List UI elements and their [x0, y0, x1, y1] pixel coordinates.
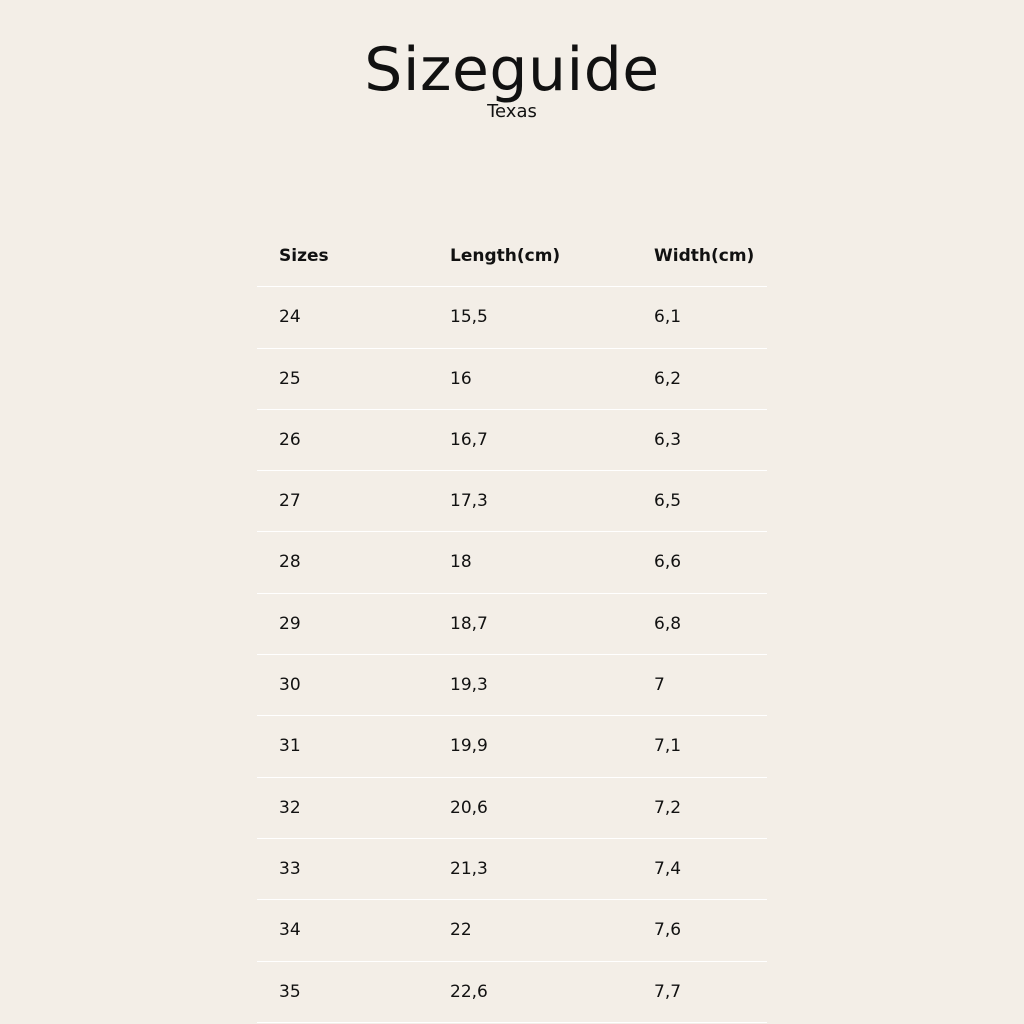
- size-table: [257, 226, 767, 1023]
- page-title: Sizeguide: [364, 35, 660, 106]
- width-cell: 6,2: [654, 368, 682, 389]
- table-row: [257, 287, 767, 348]
- length-cell: 19,3: [450, 675, 488, 696]
- size-cell: 30: [279, 675, 301, 696]
- length-cell: 15,5: [450, 307, 488, 328]
- width-cell: 6,3: [654, 429, 682, 450]
- header-sizes: Sizes: [279, 246, 329, 266]
- size-cell: 25: [279, 368, 301, 389]
- length-cell: 16,7: [450, 429, 488, 450]
- size-cell: 35: [279, 981, 301, 1002]
- page-subtitle: Texas: [487, 101, 537, 122]
- size-cell: 26: [279, 429, 301, 450]
- header-length: Length(cm): [450, 246, 561, 266]
- size-cell: 29: [279, 613, 301, 634]
- width-cell: 6,5: [654, 491, 682, 512]
- length-cell: 17,3: [450, 491, 488, 512]
- table-row: [257, 594, 767, 655]
- length-cell: 22,6: [450, 981, 488, 1002]
- table-row: [257, 839, 767, 900]
- length-cell: 18,7: [450, 613, 488, 634]
- length-cell: 20,6: [450, 797, 488, 818]
- width-cell: 7,7: [654, 981, 682, 1002]
- size-cell: 31: [279, 736, 301, 757]
- width-cell: 7,4: [654, 858, 682, 879]
- table-row: [257, 716, 767, 777]
- size-cell: 27: [279, 491, 301, 512]
- table-row: [257, 900, 767, 961]
- length-cell: 19,9: [450, 736, 488, 757]
- width-cell: 7,2: [654, 797, 682, 818]
- size-cell: 34: [279, 920, 301, 941]
- table-header-row: [257, 226, 767, 287]
- table-row: [257, 349, 767, 410]
- size-cell: 28: [279, 552, 301, 573]
- length-cell: 16: [450, 368, 472, 389]
- size-cell: 24: [279, 307, 301, 328]
- width-cell: 7,6: [654, 920, 682, 941]
- width-cell: 6,6: [654, 552, 682, 573]
- header-width: Width(cm): [654, 246, 755, 266]
- size-cell: 33: [279, 858, 301, 879]
- size-cell: 32: [279, 797, 301, 818]
- table-row: [257, 471, 767, 532]
- width-cell: 7,1: [654, 736, 682, 757]
- table-row: [257, 655, 767, 716]
- length-cell: 18: [450, 552, 472, 573]
- width-cell: 6,8: [654, 613, 682, 634]
- table-row: [257, 532, 767, 593]
- width-cell: 7: [654, 675, 665, 696]
- width-cell: 6,1: [654, 307, 682, 328]
- table-row: [257, 778, 767, 839]
- table-row: [257, 962, 767, 1023]
- length-cell: 22: [450, 920, 472, 941]
- length-cell: 21,3: [450, 858, 488, 879]
- table-row: [257, 410, 767, 471]
